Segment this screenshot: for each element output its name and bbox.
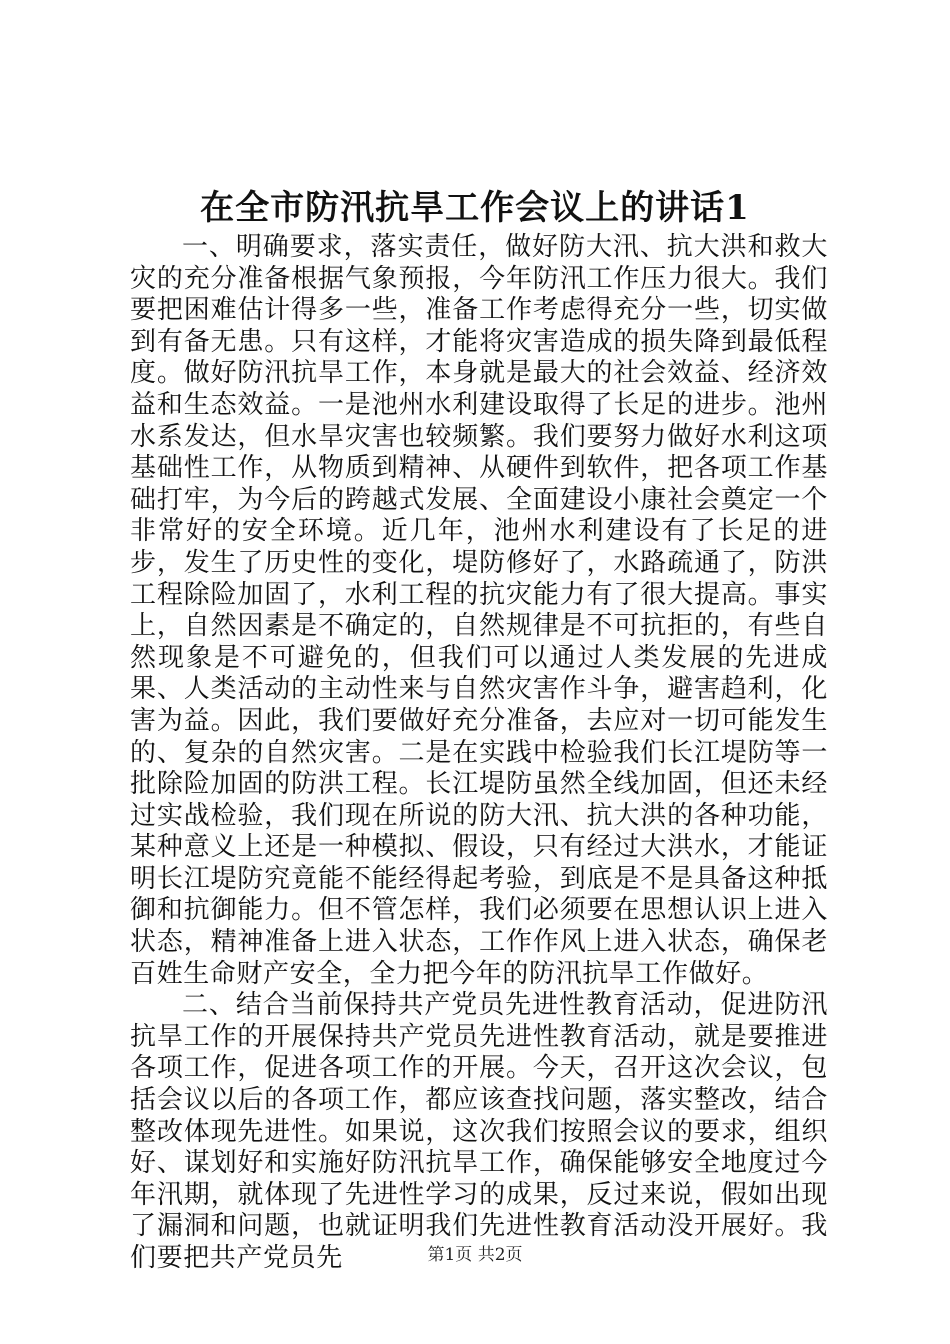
- paragraph-1: 一、明确要求，落实责任，做好防大汛、抗大洪和救大灾的充分准备根据气象预报，今年防汛工作压力很大。我们要把困难估计得多一些，准备工作考虑得充分一些，切实做到有备无患。只有这样，才能将灾害造成的损失降到最低程度。做好防汛抗旱工作，本身就是最大的社会效益、经济效益和生态效益。一是池州水利建设取得了长足的进步。池州水系发达，但水旱灾害也较频繁。我们要努力做好水利这项基础性工作，从物质到精神、从硬件到软件，把各项工作基础打牢，为今后的跨越式发展、全面建设小康社会奠定一个非常好的安全环境。近几年，池州水利建设有了长足的进步，发生了历史性的变化，堤防修好了，水路疏通了，防洪工程除险加固了，水利工程的抗灾能力有了很大提高。事实上，自然因素是不确定的，自然规律是不可抗拒的，有些自然现象是不可避免的，但我们可以通过人类发展的先进成果、人类活动的主动性来与自然灾害作斗争，避害趋利，化害为益。因此，我们要做好充分准备，去应对一切可能发生的、复杂的自然灾害。二是在实践中检验我们长江堤防等一批除险加固的防洪工程。长江堤防虽然全线加固，但还未经过实战检验，我们现在所说的防大汛、抗大洪的各种功能，某种意义上还是一种模拟、假设，只有经过大洪水，才能证明长江堤防究竟能不能经得起考验，到底是不是具备这种抵御和抗御能力。但不管怎样，我们必须要在思想认识上进入状态，精神准备上进入状态，工作作风上进入状态，确保老百姓生命财产安全，全力把今年的防汛抗旱工作做好。: [130, 232, 828, 989]
- page-number: 第1页 共2页: [427, 1245, 523, 1265]
- document-body: [130, 232, 828, 1275]
- paragraph-2: 二、结合当前保持共产党员先进性教育活动，促进防汛抗旱工作的开展保持共产党员先进性教育活动，就是要推进各项工作，促进各项工作的开展。今天，召开这次会议，包括会议以后的各项工作，都应该查找问题，落实整改，结合整改体现先进性。如果说，这次我们按照会议的要求，组织好、谋划好和实施好防汛抗旱工作，确保能够安全地度过今年汛期，就体现了先进性学习的成果，反过来说，假如出现了漏洞和问题，也就证明我们先进性教育活动没开展好。我们要把共产党员先: [130, 990, 828, 1273]
- document-title: 在全市防汛抗旱工作会议上的讲话1: [200, 188, 750, 228]
